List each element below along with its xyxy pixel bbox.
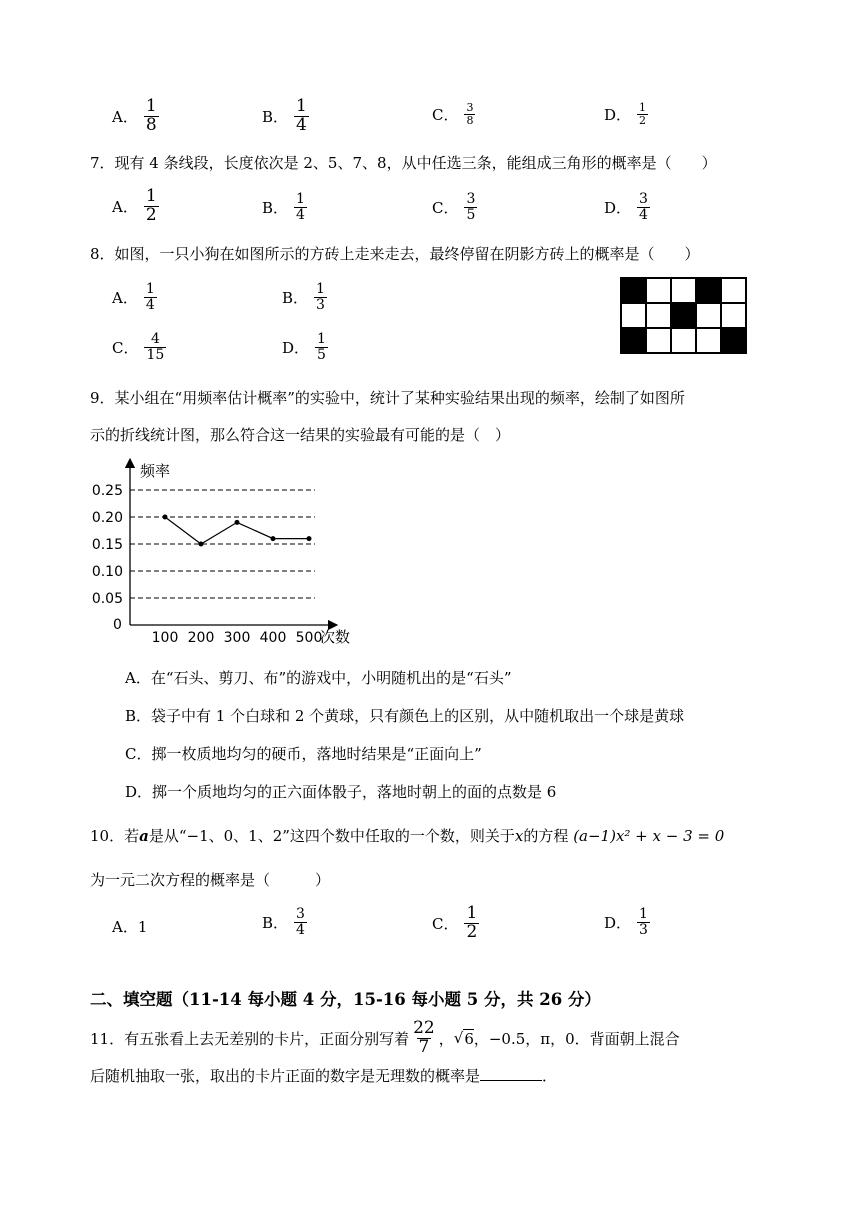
q9-option-c: C．掷一枚质地均匀的硬币，落地时结果是“正面向上” xyxy=(125,745,482,763)
q7-option-d: D． $\frac{3}{4}$ xyxy=(604,191,648,223)
origin-label: 0 xyxy=(113,617,122,633)
q10-option-a: A．1 xyxy=(112,918,148,936)
y-axis-label: 频率 xyxy=(140,462,171,480)
q8-option-c: C． $\frac{4}{15}$ xyxy=(112,331,165,363)
q7-option-c: C． $\frac{3}{5}$ xyxy=(432,191,476,223)
data-point xyxy=(307,536,312,541)
x-tick-label: 500 xyxy=(295,630,323,646)
x-tick-label: 200 xyxy=(187,630,215,646)
section-fill-in-title: 二、填空题（11-14 每小题 4 分，15-16 每小题 5 分，共 26 分） xyxy=(90,990,601,1009)
q9-text-line2: 示的折线统计图，那么符合这一结果的实验最有可能的是（ ） xyxy=(90,426,511,444)
x-tick-label: 300 xyxy=(223,630,251,646)
y-tick-label: 0.20 xyxy=(91,510,123,526)
q8-option-d: D． $\frac{1}{5}$ xyxy=(282,331,326,363)
q6-option-c: C． $\frac{3}{8}$ xyxy=(432,101,474,127)
shaded-tile xyxy=(621,328,646,353)
q10-text-line2: 为一元二次方程的概率是（ ） xyxy=(90,871,331,889)
x-tick-label: 100 xyxy=(151,630,179,646)
answer-blank[interactable] xyxy=(480,1066,542,1081)
x-axis-label: 次数 xyxy=(320,628,351,646)
q10-option-d: D． $\frac{1}{3}$ xyxy=(604,906,648,938)
q10-option-b: B． $\frac{3}{4}$ xyxy=(262,906,305,938)
white-tile xyxy=(646,278,671,303)
q8-option-a: A． $\frac{1}{4}$ xyxy=(112,281,155,313)
white-tile xyxy=(696,328,721,353)
q10-text-line1: 10．若a是从“−1、0、1、2”这四个数中任取的一个数，则关于x的方程 (a−1)x² + x − 3 = 0 xyxy=(90,827,725,845)
q9-text-line1: 9．某小组在“用频率估计概率”的实验中，统计了某种实验结果出现的频率，绘制了如图所 xyxy=(90,389,685,407)
q8-option-b: B． $\frac{1}{3}$ xyxy=(282,281,325,313)
data-point xyxy=(199,542,204,547)
q7-option-b: B． $\frac{1}{4}$ xyxy=(262,191,305,223)
q6-option-a: A． $\frac{1}{8}$ xyxy=(112,96,157,135)
white-tile xyxy=(646,328,671,353)
white-tile xyxy=(696,303,721,328)
shaded-tile xyxy=(671,303,696,328)
q9-option-a: A．在“石头、剪刀、布”的游戏中，小明随机出的是“石头” xyxy=(125,669,512,687)
y-tick-label: 0.10 xyxy=(91,564,123,580)
white-tile xyxy=(671,328,696,353)
q11-text-line1: 11．有五张看上去无差别的卡片，正面分别写着 $\frac{22}{7}$ ， √ 6 ，−0.5，π，0．背面朝上混合 xyxy=(90,1018,680,1057)
white-tile xyxy=(646,303,671,328)
white-tile xyxy=(721,278,746,303)
tile-grid-figure xyxy=(620,277,747,354)
q6-option-b: B． $\frac{1}{4}$ xyxy=(262,96,307,135)
q11-text-line2: 后随机抽取一张，取出的卡片正面的数字是无理数的概率是 ． xyxy=(90,1067,558,1085)
q8-text: 8．如图，一只小狗在如图所示的方砖上走来走去，最终停留在阴影方砖上的概率是（ ） xyxy=(90,245,700,263)
y-tick-label: 0.05 xyxy=(91,591,123,607)
white-tile xyxy=(621,303,646,328)
q9-option-d: D．掷一个质地均匀的正六面体骰子，落地时朝上的面的点数是 6 xyxy=(125,783,557,801)
shaded-tile xyxy=(621,278,646,303)
q9-option-b: B．袋子中有 1 个白球和 2 个黄球，只有颜色上的区别，从中随机取出一个球是黄球 xyxy=(125,707,685,725)
frequency-line-chart xyxy=(85,455,385,650)
q7-text: 7．现有 4 条线段，长度依次是 2、5、7、8，从中任选三条，能组成三角形的概率是（ ） xyxy=(90,154,717,172)
sqrt-symbol: √ xyxy=(453,1029,464,1048)
x-tick-label: 400 xyxy=(259,630,287,646)
q10-option-c: C． $\frac{1}{2}$ xyxy=(432,903,478,942)
y-tick-label: 0.25 xyxy=(91,483,123,499)
data-point xyxy=(235,520,240,525)
q10-equation: (a−1)x² + x − 3 = 0 xyxy=(573,827,725,845)
y-tick-label: 0.15 xyxy=(91,537,123,553)
shaded-tile xyxy=(696,278,721,303)
data-point xyxy=(163,515,168,520)
shaded-tile xyxy=(721,328,746,353)
data-point xyxy=(271,536,276,541)
q7-option-a: A． $\frac{1}{2}$ xyxy=(112,186,157,225)
white-tile xyxy=(721,303,746,328)
q6-option-d: D． $\frac{1}{2}$ xyxy=(604,101,647,127)
white-tile xyxy=(671,278,696,303)
